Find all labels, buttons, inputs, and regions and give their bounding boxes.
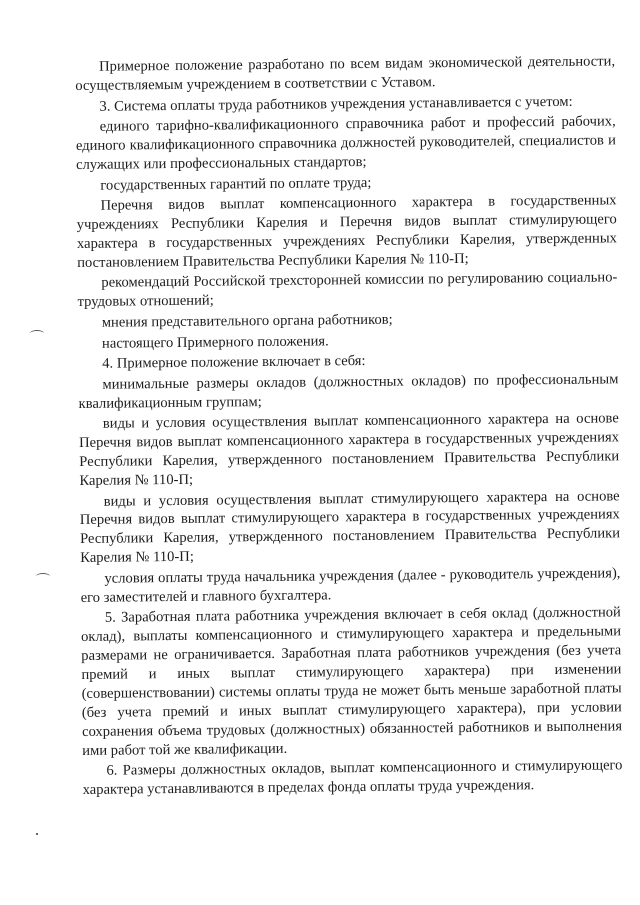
list-item: Перечня видов выплат компенсационного характера в государственных учреждениях Республики Карелия и Перечня видов выплат стимулирующего характера в государственных учреждениях Республики Карелия, утвержденных постановлением Правительства Республики Карелия № 110-П;: [76, 192, 618, 271]
margin-scan-mark: [30, 330, 44, 337]
list-item: виды и условия осуществления выплат компенсационного характера на основе Перечня видов выплат компенсационного характера в государственных учреждениях Республики Карелия, утвержденного постановлением Правительства Республики Карелия № 110-П;: [78, 410, 620, 489]
margin-scan-mark: [36, 573, 50, 580]
list-item: рекомендаций Российской трехсторонней комиссии по регулированию социально-трудовых отношений;: [77, 269, 618, 311]
paragraph-section-6: 6. Размеры должностных окладов, выплат компенсационного и стимулирующего характера устанавливаются в пределах фонда оплаты труда учреждения.: [82, 757, 623, 799]
document-body: [75, 52, 623, 801]
list-item: государственных гарантий по оплате труда;: [100, 174, 372, 194]
paragraph-intro: Примерное положение разработано по всем видам экономической деятельности, осуществляемым учреждением в соответствии с Уставом.: [75, 53, 616, 94]
list-item: настоящего Примерного положения.: [101, 332, 329, 352]
list-item: виды и условия осуществления выплат стимулирующего характера на основе Перечня видов выплат стимулирующего характера в государственных учреждениях Республики Карелия, утвержденного постановлением Правительства Республики Карелия № 110-П;: [79, 487, 621, 567]
list-item: минимальные размеры окладов (должностных окладов) по профессиональным квалификационным группам;: [78, 371, 619, 412]
list-item: мнения представительного органа работников;: [101, 311, 393, 331]
margin-scan-dot: [36, 833, 38, 835]
list-item: условия оплаты труда начальника учреждения (далее - руководитель учреждения), его заместителей и главного бухгалтера.: [80, 565, 621, 606]
list-item: единого тарифно-квалификационного справочника работ и профессий рабочих, единого квалификационного справочника должностей руководителей, специалистов и служащих или профессиональных стандартов;: [75, 113, 616, 173]
paragraph-section-5: 5. Заработная плата работника учреждения включает в себя оклад (должностной оклад), выплаты компенсационного и стимулирующего характера и предельными размерами не ограничивается. Заработная плата работников учреждения (без учета премий и иных выплат стимулирующего характера) при изменении (совершенствовании) системы оплаты труда не может быть меньше заработной платы (без учета премий и иных выплат стимулирующего характера), при условии сохранения объема трудовых (должностных) обязанностей работников и выполнения ими работ той же квалификации.: [80, 604, 623, 759]
paragraph-section-3: 3. Система оплаты труда работников учреждения устанавливается с учетом:: [99, 93, 573, 115]
paragraph-section-4: 4. Примерное положение включает в себя:: [102, 353, 366, 372]
